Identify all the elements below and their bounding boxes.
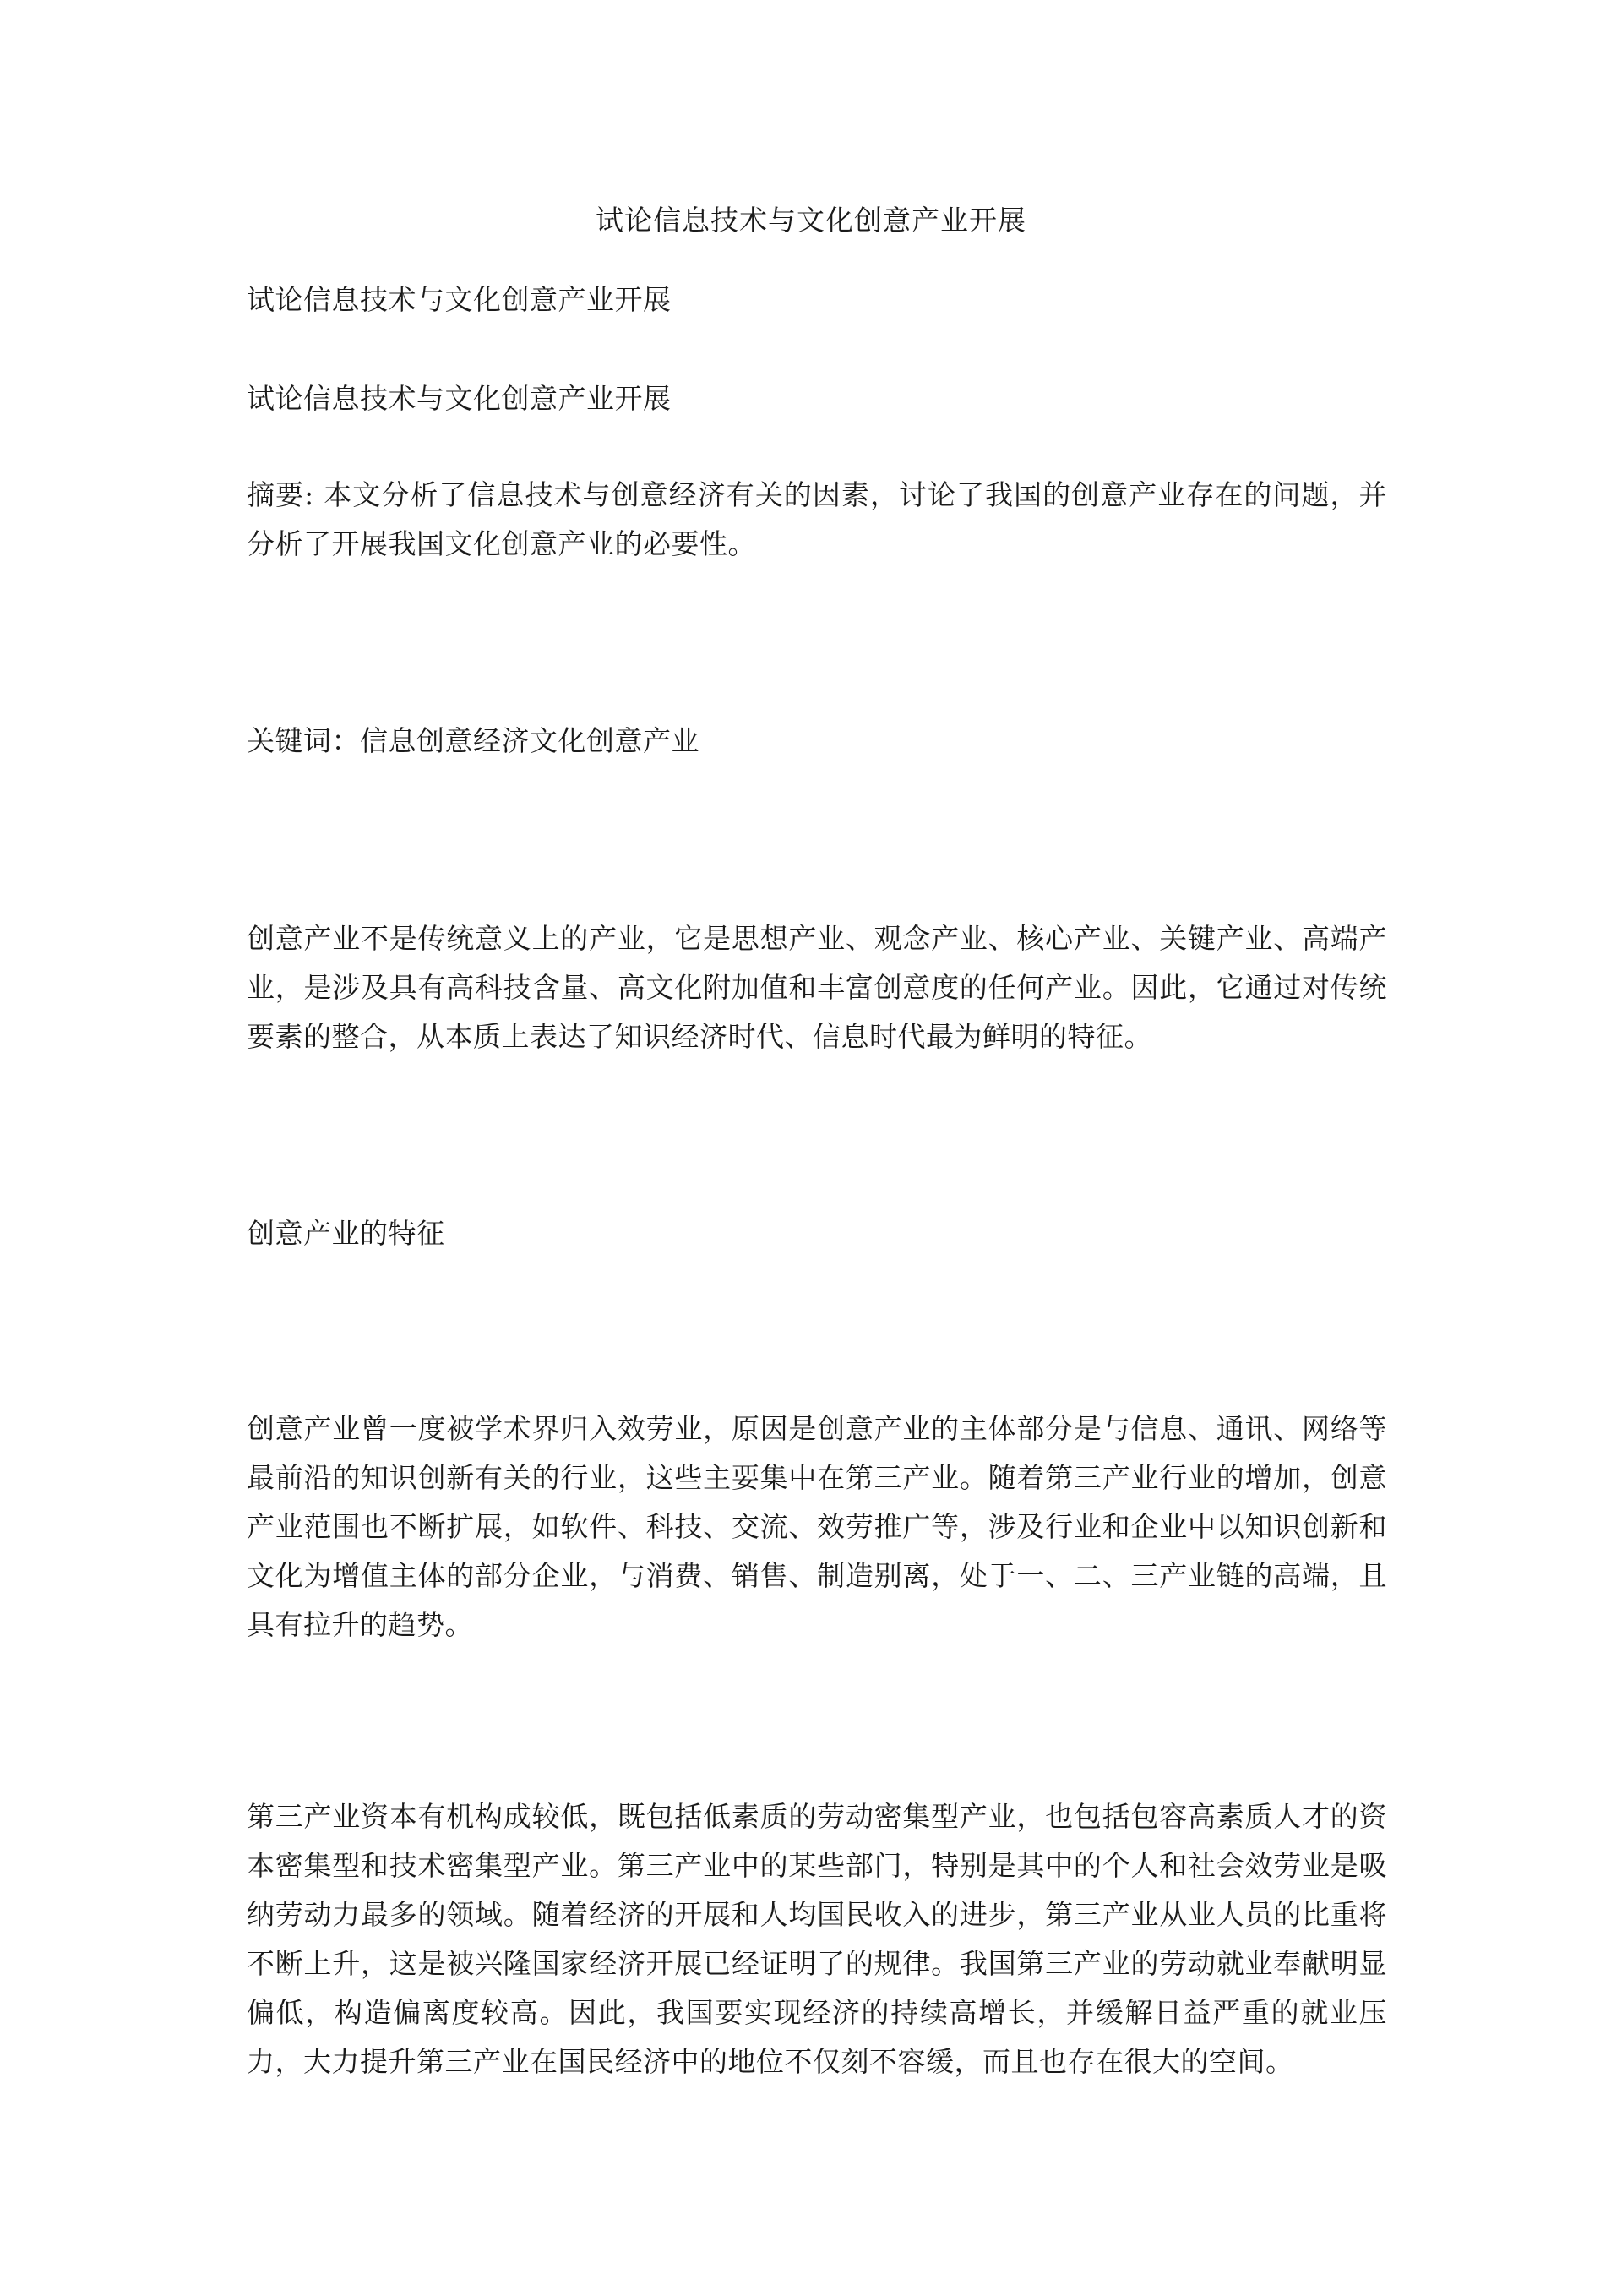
keywords-paragraph: 关键词：信息创意经济文化创意产业	[247, 724, 699, 757]
intro-paragraph: 创意产业不是传统意义上的产业，它是思想产业、观念产业、核心产业、关键产业、高端产业，是涉及具有高科技含量、高文化附加值和丰富创意度的任何产业。因此，它通过对传统要素的整合，从本质上表达了知识经济时代、信息时代最为鲜明的特征。	[247, 922, 1387, 1053]
body-paragraph-1: 创意产业曾一度被学术界归入效劳业，原因是创意产业的主体部分是与信息、通讯、网络等最前沿的知识创新有关的行业，这些主要集中在第三产业。随着第三产业行业的增加，创意产业范围也不断扩展，如软件、科技、交流、效劳推广等，涉及行业和企业中以知识创新和文化为增值主体的部分企业，与消费、销售、制造别离，处于一、二、三产业链的高端，且具有拉升的趋势。	[247, 1412, 1387, 1641]
body-paragraph-2: 第三产业资本有机构成较低，既包括低素质的劳动密集型产业，也包括包容高素质人才的资本密集型和技术密集型产业。第三产业中的某些部门，特别是其中的个人和社会效劳业是吸纳劳动力最多的领域。随着经济的开展和人均国民收入的进步，第三产业从业人员的比重将不断上升，这是被兴隆国家经济开展已经证明了的规律。我国第三产业的劳动就业奉献明显偏低，构造偏离度较高。因此，我国要实现经济的持续高增长，并缓解日益严重的就业压力，大力提升第三产业在国民经济中的地位不仅刻不容缓，而且也存在很大的空间。	[247, 1800, 1387, 2078]
subtitle-line-1: 试论信息技术与文化创意产业开展	[247, 283, 672, 316]
abstract-paragraph: 摘要: 本文分析了信息技术与创意经济有关的因素，讨论了我国的创意产业存在的问题，并分析了开展我国文化创意产业的必要性。	[247, 478, 1387, 560]
section-heading: 创意产业的特征	[247, 1217, 445, 1250]
document-title: 试论信息技术与文化创意产业开展	[596, 204, 1026, 237]
subtitle-line-2: 试论信息技术与文化创意产业开展	[247, 382, 672, 415]
